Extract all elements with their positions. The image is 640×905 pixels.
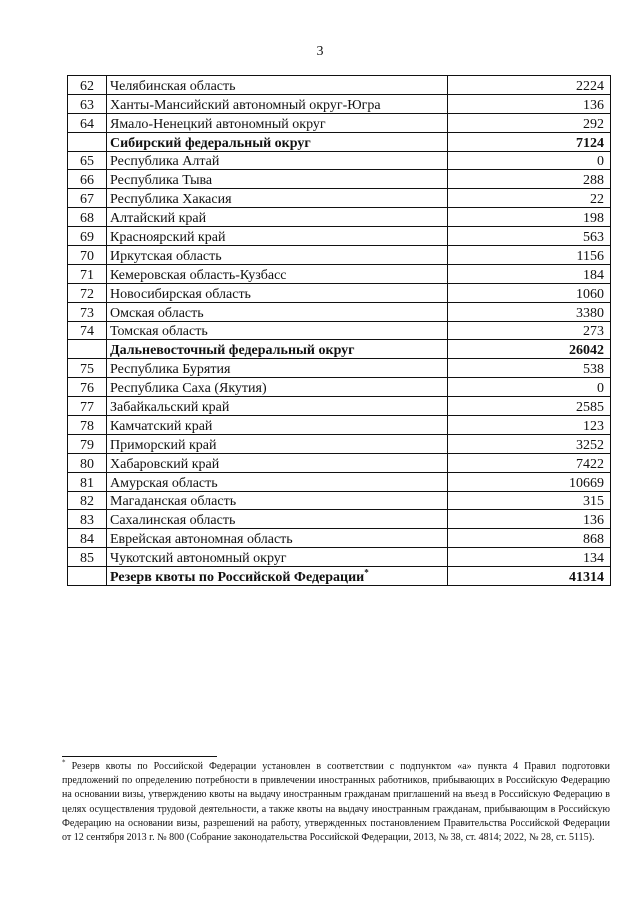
quota-value: 563 — [448, 227, 611, 246]
row-cell-name — [107, 264, 448, 283]
table-row — [68, 283, 611, 302]
region-name: Магаданская область — [110, 494, 237, 510]
row-number: 75 — [68, 359, 107, 378]
table-row — [68, 246, 611, 265]
row-cell-name — [107, 208, 448, 227]
region-name: Иркутская область — [110, 248, 222, 264]
quota-value: 198 — [448, 208, 611, 227]
row-number — [68, 340, 107, 359]
region-name: Новосибирская область — [110, 286, 251, 302]
quota-value: 3380 — [448, 302, 611, 321]
quota-value: 10669 — [448, 472, 611, 491]
row-number: 82 — [68, 491, 107, 510]
region-name: Сахалинская область — [110, 513, 236, 529]
row-number: 79 — [68, 434, 107, 453]
row-number: 72 — [68, 283, 107, 302]
region-name: Республика Хакасия — [110, 192, 232, 208]
row-number: 74 — [68, 321, 107, 340]
page-number: 3 — [316, 44, 324, 59]
quota-value: 1156 — [448, 246, 611, 265]
table-row — [68, 529, 611, 548]
table-row — [68, 321, 611, 340]
row-cell-name — [107, 510, 448, 529]
table-row — [68, 94, 611, 113]
row-number: 68 — [68, 208, 107, 227]
table-row — [68, 151, 611, 170]
quota-value: 0 — [448, 151, 611, 170]
region-name: Республика Алтай — [110, 154, 220, 170]
region-name: Ханты-Мансийский автономный округ-Югра — [110, 97, 381, 113]
row-number: 73 — [68, 302, 107, 321]
quota-value: 7124 — [448, 132, 611, 151]
row-cell-name — [107, 246, 448, 265]
table-row — [68, 170, 611, 189]
quota-value: 2585 — [448, 397, 611, 416]
row-cell-name — [107, 397, 448, 416]
region-name: Республика Саха (Якутия) — [110, 381, 267, 397]
table-row — [68, 453, 611, 472]
quota-value: 0 — [448, 378, 611, 397]
row-cell-name — [107, 378, 448, 397]
quota-value: 2224 — [448, 76, 611, 95]
table-row — [68, 76, 611, 95]
table-row — [68, 434, 611, 453]
quota-value: 136 — [448, 510, 611, 529]
quota-value: 288 — [448, 170, 611, 189]
table-row-total — [68, 340, 611, 359]
region-name: Еврейская автономная область — [110, 532, 293, 548]
region-name: Красноярский край — [110, 230, 226, 246]
table-row — [68, 359, 611, 378]
table-row — [68, 397, 611, 416]
table-row-total — [68, 567, 611, 586]
table-row — [68, 264, 611, 283]
row-cell-name — [107, 548, 448, 567]
row-number: 71 — [68, 264, 107, 283]
row-number: 78 — [68, 416, 107, 435]
table-row — [68, 189, 611, 208]
quota-value: 1060 — [448, 283, 611, 302]
row-cell-name — [107, 340, 448, 359]
region-name: Республика Тыва — [110, 173, 213, 189]
row-cell-name — [107, 76, 448, 95]
quota-value: 315 — [448, 491, 611, 510]
row-number: 84 — [68, 529, 107, 548]
row-cell-name — [107, 359, 448, 378]
row-cell-name — [107, 453, 448, 472]
region-name: Омская область — [110, 305, 204, 321]
quota-value: 184 — [448, 264, 611, 283]
quota-value: 134 — [448, 548, 611, 567]
region-name: Резерв квоты по Российской Федерации — [110, 570, 365, 586]
row-number: 65 — [68, 151, 107, 170]
row-number — [68, 132, 107, 151]
quota-value: 292 — [448, 113, 611, 132]
row-number: 64 — [68, 113, 107, 132]
footnote — [62, 760, 610, 845]
footnote-text: Резерв квоты по Российской Федерации установлен в соответствии с подпунктом «а» пункта 4 Правил подготовки предложений по определению потребности в привлечении иностранных работников, прибывающих в Российскую Федерацию на основании визы, утверждению квоты на выдачу иностранным гражданам приглашений на въезд в Российскую Федерацию в целях осуществления трудовой деятельности, а также квоты на выдачу иностранным гражданам, прибывающим в Российскую Федерацию на основании визы, разрешений на работу, утвержденных постановлением Правительства Российской Федерации от 12 сентября 2013 г. № 800 (Собрание законодательства Российской Федерации, 2013, № 38, ст. 4814; 2022, № 28, ст. 5115). — [62, 761, 610, 844]
region-name: Кемеровская область-Кузбасс — [110, 267, 287, 283]
row-cell-name — [107, 227, 448, 246]
row-number: 63 — [68, 94, 107, 113]
quota-value: 136 — [448, 94, 611, 113]
table-row — [68, 548, 611, 567]
table-row-total — [68, 132, 611, 151]
table-row — [68, 378, 611, 397]
row-cell-name — [107, 283, 448, 302]
row-cell-name — [107, 94, 448, 113]
row-cell-name — [107, 567, 448, 586]
quota-value: 41314 — [448, 567, 611, 586]
region-name: Забайкальский край — [110, 400, 230, 416]
quota-table — [67, 75, 611, 586]
row-cell-name — [107, 132, 448, 151]
row-number: 85 — [68, 548, 107, 567]
row-cell-name — [107, 416, 448, 435]
row-cell-name — [107, 434, 448, 453]
row-number: 77 — [68, 397, 107, 416]
row-number — [68, 567, 107, 586]
footnote-mark: * — [62, 758, 66, 767]
row-number: 66 — [68, 170, 107, 189]
quota-value: 26042 — [448, 340, 611, 359]
row-number: 69 — [68, 227, 107, 246]
quota-value: 7422 — [448, 453, 611, 472]
row-number: 70 — [68, 246, 107, 265]
row-cell-name — [107, 170, 448, 189]
quota-value: 868 — [448, 529, 611, 548]
quota-value: 123 — [448, 416, 611, 435]
row-number: 80 — [68, 453, 107, 472]
row-cell-name — [107, 529, 448, 548]
table-row — [68, 510, 611, 529]
quota-value: 273 — [448, 321, 611, 340]
region-name: Республика Бурятия — [110, 362, 231, 378]
region-name: Дальневосточный федеральный округ — [110, 343, 355, 359]
region-name: Ямало-Ненецкий автономный округ — [110, 116, 326, 132]
row-number: 67 — [68, 189, 107, 208]
table-row — [68, 491, 611, 510]
region-name: Челябинская область — [110, 78, 236, 94]
row-number: 83 — [68, 510, 107, 529]
region-name: Амурская область — [110, 475, 218, 491]
row-cell-name — [107, 472, 448, 491]
table-row — [68, 472, 611, 491]
row-cell-name — [107, 321, 448, 340]
table-row — [68, 227, 611, 246]
row-number: 81 — [68, 472, 107, 491]
footnote-reference: * — [364, 567, 369, 578]
row-cell-name — [107, 151, 448, 170]
table-row — [68, 416, 611, 435]
region-name: Сибирский федеральный округ — [110, 135, 311, 151]
table-row — [68, 208, 611, 227]
quota-value: 538 — [448, 359, 611, 378]
region-name: Чукотский автономный округ — [110, 551, 287, 567]
region-name: Приморский край — [110, 437, 217, 453]
region-name: Томская область — [110, 324, 208, 340]
row-cell-name — [107, 302, 448, 321]
row-cell-name — [107, 189, 448, 208]
region-name: Алтайский край — [110, 211, 207, 227]
table-row — [68, 113, 611, 132]
row-cell-name — [107, 491, 448, 510]
row-cell-name — [107, 113, 448, 132]
quota-table-body — [68, 76, 611, 586]
region-name: Камчатский край — [110, 418, 213, 434]
footnote-divider — [62, 756, 217, 757]
quota-value: 3252 — [448, 434, 611, 453]
table-row — [68, 302, 611, 321]
row-number: 76 — [68, 378, 107, 397]
row-number: 62 — [68, 76, 107, 95]
quota-value: 22 — [448, 189, 611, 208]
region-name: Хабаровский край — [110, 456, 220, 472]
